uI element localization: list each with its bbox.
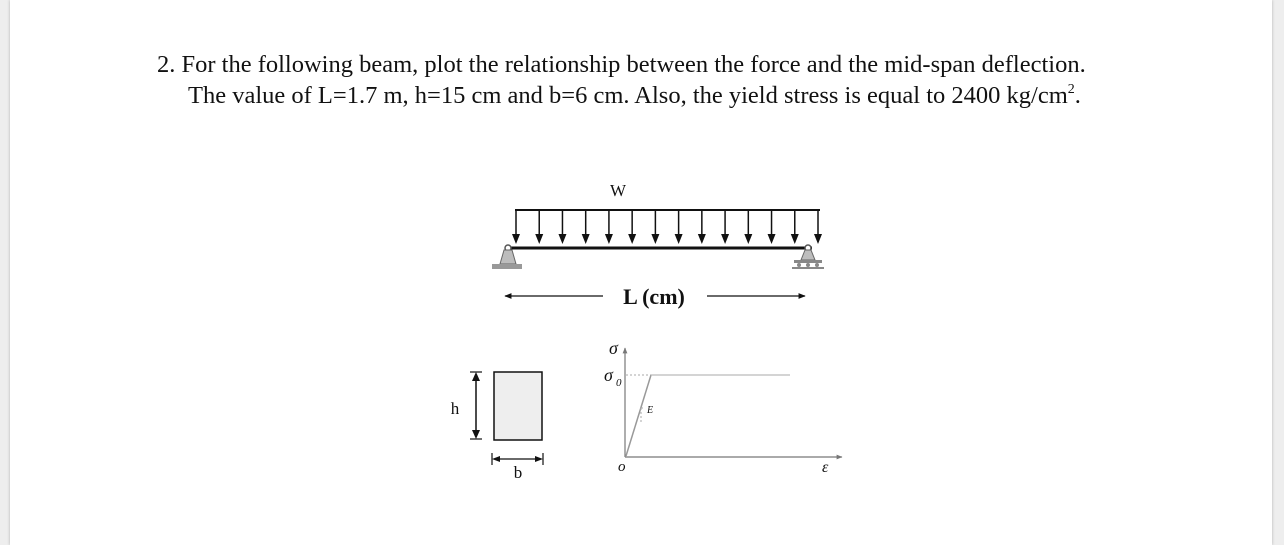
yield-stress-subscript: 0 [616, 377, 622, 389]
load-arrow-head [512, 234, 520, 244]
load-arrow-head [628, 234, 636, 244]
load-arrow-head [675, 234, 683, 244]
load-arrow-head [535, 234, 543, 244]
units-superscript: 2 [1067, 82, 1075, 97]
load-arrow-head [651, 234, 659, 244]
stress-axis-label: σ [609, 338, 618, 358]
stress-strain-diagram [604, 338, 842, 476]
height-label: h [450, 399, 460, 418]
problem-line-2-end: . [1074, 82, 1081, 109]
problem-number: 2. [157, 51, 176, 78]
yield-stress-label: σ [604, 365, 613, 385]
distributed-load-arrows [512, 211, 822, 244]
load-arrow-head [791, 234, 799, 244]
load-label: W [609, 181, 627, 200]
modulus-label: E [647, 405, 654, 416]
load-arrow-head [814, 234, 822, 244]
beam-diagram [492, 181, 824, 309]
section-rectangle [494, 372, 542, 440]
load-arrow-head [698, 234, 706, 244]
load-arrow-head [744, 234, 752, 244]
problem-line-1: For the following beam, plot the relationship between the force and the mid-span deflection. [181, 51, 1086, 78]
load-arrow-head [558, 234, 566, 244]
load-arrow-head [605, 234, 613, 244]
load-arrow-head [768, 234, 776, 244]
problem-line-2: The value of L=1.7 m, h=15 cm and b=6 cm. Also, the yield stress is equal to 2400 kg/cm [188, 82, 1068, 109]
load-arrow-head [721, 234, 729, 244]
cross-section-diagram [451, 372, 543, 482]
width-label: b [513, 463, 523, 482]
origin-label: o [618, 459, 626, 475]
span-label: L (cm) [623, 284, 685, 309]
load-arrow-head [582, 234, 590, 244]
strain-axis-label: ε [822, 459, 829, 476]
